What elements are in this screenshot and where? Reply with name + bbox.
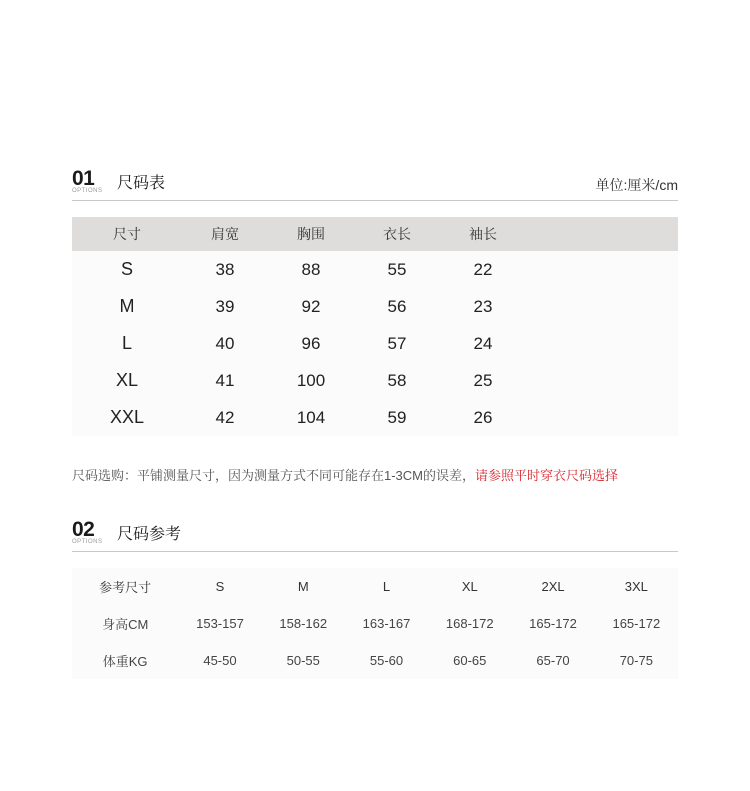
size-cell-blank (526, 362, 678, 399)
size-col-header-shoulder: 肩宽 (211, 226, 239, 242)
table-row (72, 399, 678, 436)
section-02-number-wrap (72, 519, 103, 546)
section-01-number-wrap (72, 168, 103, 195)
size-cell-shoulder: 42 (215, 407, 235, 427)
table-row (72, 362, 678, 399)
table-row (72, 325, 678, 362)
size-table-body (72, 251, 678, 436)
ref-row-label-height: 身高CM (102, 617, 149, 632)
reference-table-body (72, 605, 678, 679)
ref-cell-height-l: 163-167 (362, 616, 411, 631)
size-cell-blank (526, 288, 678, 325)
ref-cell-height-3xl: 165-172 (612, 616, 661, 631)
table-row (72, 251, 678, 288)
size-cell-blank (526, 251, 678, 288)
ref-col-header-xl: XL (461, 579, 478, 594)
size-table-header-row (72, 217, 678, 251)
size-note-text: 尺码选购：平铺测量尺寸，因为测量方式不同可能存在1-3CM的误差， (72, 468, 476, 483)
table-row (72, 288, 678, 325)
reference-table (72, 568, 678, 679)
size-cell-length: 56 (387, 296, 407, 316)
size-col-header-size: 尺寸 (113, 226, 141, 242)
section-size-reference (72, 519, 678, 679)
section-size-chart (72, 167, 678, 483)
section-02-header (72, 519, 678, 552)
size-note (72, 465, 678, 484)
size-cell-bust: 96 (301, 333, 321, 353)
ref-cell-weight-s: 45-50 (203, 653, 237, 668)
ref-col-header-m: M (297, 579, 309, 594)
ref-cell-height-2xl: 165-172 (529, 616, 577, 631)
size-cell-bust: 92 (301, 296, 321, 316)
size-cell-length: 59 (387, 407, 407, 427)
size-cell-blank (526, 325, 678, 362)
size-cell-name: L (121, 333, 132, 353)
size-cell-shoulder: 41 (215, 370, 235, 390)
section-02-title: 尺码参考 (116, 526, 181, 543)
size-cell-sleeve: 25 (473, 370, 493, 390)
ref-cell-height-m: 158-162 (279, 616, 328, 631)
size-cell-shoulder: 39 (215, 296, 235, 316)
ref-col-header-s: S (215, 579, 225, 594)
size-cell-sleeve: 22 (473, 259, 493, 279)
table-row (72, 605, 678, 642)
section-01-number-sub: OPTIONS (72, 188, 103, 194)
reference-table-head (72, 568, 678, 605)
ref-cell-weight-3xl: 70-75 (619, 653, 653, 668)
ref-cell-height-s: 153-157 (196, 616, 244, 631)
size-cell-sleeve: 23 (473, 296, 493, 316)
ref-cell-weight-2xl: 65-70 (536, 653, 570, 668)
section-02-number-sub: OPTIONS (72, 539, 103, 545)
size-cell-length: 55 (387, 259, 407, 279)
size-cell-shoulder: 40 (215, 333, 235, 353)
section-02-number: 02 (72, 518, 95, 541)
size-col-header-blank (526, 217, 678, 251)
reference-table-header-row (72, 568, 678, 605)
size-col-header-bust: 胸围 (297, 226, 325, 242)
table-row (72, 642, 678, 679)
size-col-header-length: 衣长 (383, 226, 411, 242)
size-col-header-sleeve: 袖长 (469, 226, 497, 242)
size-cell-name: XXL (109, 407, 145, 427)
section-01-header (72, 168, 678, 201)
ref-cell-height-xl: 168-172 (445, 616, 494, 631)
size-cell-sleeve: 26 (473, 407, 493, 427)
ref-cell-weight-l: 55-60 (369, 653, 404, 668)
size-cell-name: XL (115, 370, 139, 390)
ref-cell-weight-xl: 60-65 (453, 653, 487, 668)
ref-col-header-label: 参考尺寸 (99, 580, 152, 595)
size-table-head (72, 217, 678, 251)
size-table (72, 217, 678, 436)
size-cell-length: 57 (387, 333, 407, 353)
size-cell-shoulder: 38 (215, 259, 235, 279)
size-cell-sleeve: 24 (473, 333, 493, 353)
ref-row-label-weight: 体重KG (102, 654, 148, 669)
ref-col-header-l: L (382, 579, 391, 594)
ref-cell-weight-m: 50-55 (286, 653, 320, 668)
section-01-title: 尺码表 (116, 175, 165, 192)
section-01-number: 01 (72, 167, 95, 190)
ref-col-header-3xl: 3XL (624, 579, 648, 594)
size-cell-length: 58 (387, 370, 407, 390)
section-01-unit: 单位:厘米/cm (595, 177, 678, 193)
ref-col-header-2xl: 2XL (541, 579, 565, 594)
size-cell-name: M (119, 296, 135, 316)
size-cell-bust: 88 (301, 259, 321, 279)
size-cell-blank (526, 399, 678, 436)
size-cell-bust: 100 (296, 370, 326, 390)
size-cell-name: S (120, 259, 133, 279)
size-cell-bust: 104 (296, 407, 326, 427)
size-note-warning: 请参照平时穿衣尺码选择 (475, 468, 619, 483)
